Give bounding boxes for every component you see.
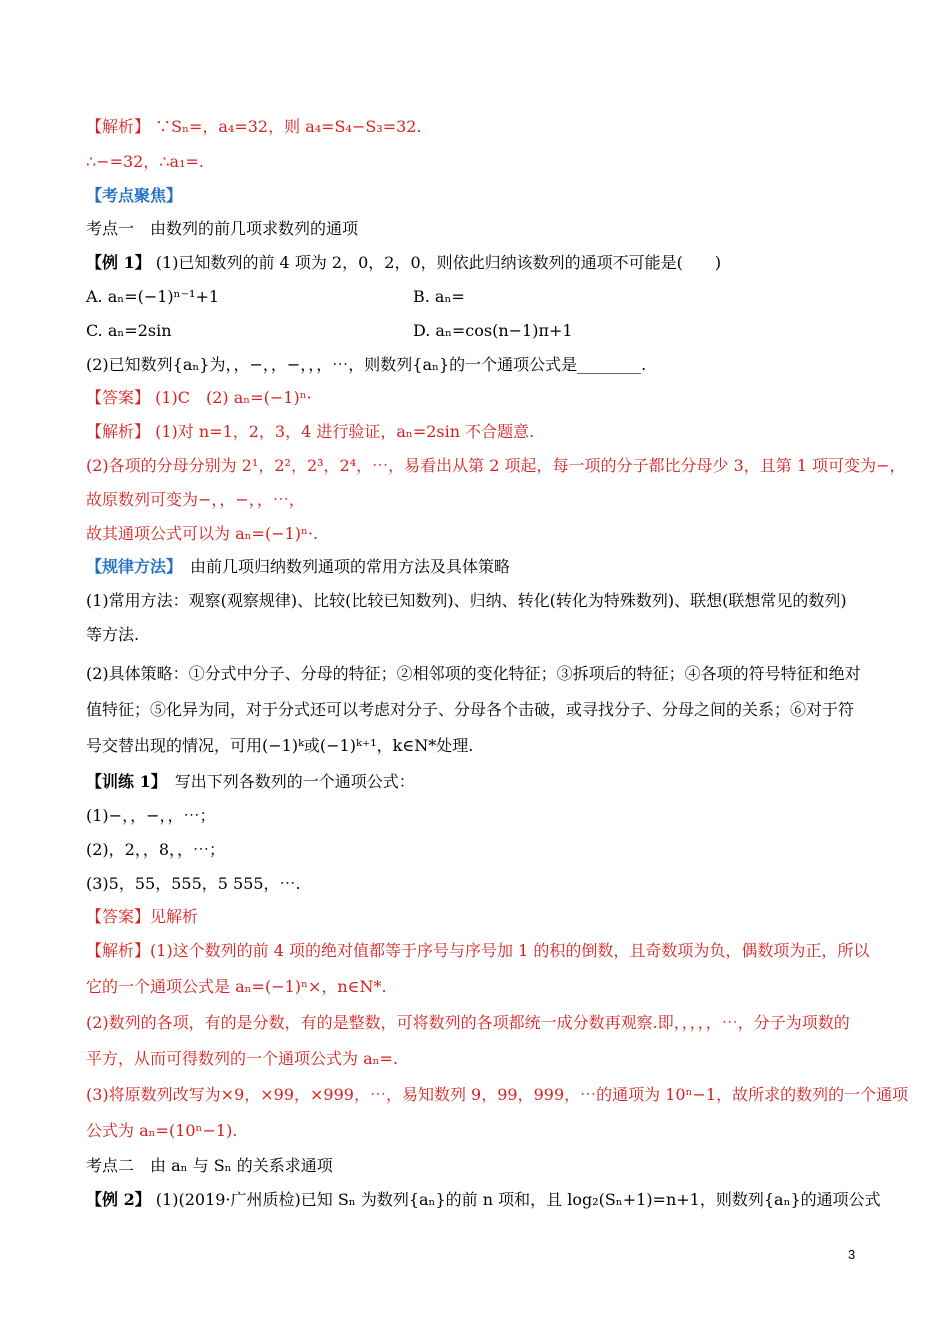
line-text: 故原数列可变为−，，−，，⋯， xyxy=(86,490,305,509)
line-text: 见解析 xyxy=(150,907,199,926)
line-text: (3)5，55，555，5 555，⋯. xyxy=(86,874,301,893)
text-line xyxy=(86,355,646,375)
text-line xyxy=(86,1085,908,1105)
text-line xyxy=(86,253,721,273)
text-line xyxy=(86,422,534,442)
line-text: 由前几项归纳数列通项的常用方法及具体策略 xyxy=(174,557,511,576)
text-line xyxy=(86,941,869,961)
text-line xyxy=(86,1049,398,1069)
line-text: 平方，从而可得数列的一个通项公式为 aₙ=. xyxy=(86,1049,399,1068)
text-line xyxy=(86,524,318,544)
text-line xyxy=(86,1121,237,1141)
text-line xyxy=(86,321,172,341)
line-text: C. aₙ=2sin xyxy=(86,321,172,340)
line-text: (2)数列的各项，有的是分数，有的是整数，可将数列的各项都统一成分数再观察.即，，，，，⋯，分子为项数的 xyxy=(86,1013,850,1032)
line-text: (2)具体策略：①分式中分子、分母的特征；②相邻项的变化特征；③拆项后的特征；④各项的符号特征和绝对 xyxy=(86,664,861,683)
line-text: (3)将原数列改写为×9，×99，×999，⋯，易知数列 9，99，999，⋯的通项为 10ⁿ−1，故所求的数列的一个通项 xyxy=(86,1085,909,1104)
text-line xyxy=(86,152,204,172)
text-line xyxy=(86,664,861,684)
text-line xyxy=(86,1013,850,1033)
text-line xyxy=(86,806,215,826)
line-text: (1)这个数列的前 4 项的绝对值都等于序号与序号加 1 的积的倒数，且奇数项为负，偶数项为正，所以 xyxy=(150,941,870,960)
line-text: 考点一 由数列的前几项求数列的通项 xyxy=(86,219,359,238)
text-line xyxy=(86,1190,881,1210)
text-line xyxy=(86,591,847,611)
option-text: D. aₙ=cos(n−1)π+1 xyxy=(413,321,573,340)
page-number: 3 xyxy=(848,1247,856,1262)
section-label: 【例 1】 xyxy=(86,253,151,272)
section-label: 【解析】 xyxy=(86,117,151,136)
section-label: 【训练 1】 xyxy=(86,772,159,791)
text-line xyxy=(86,1156,333,1176)
section-label: 【例 2】 xyxy=(86,1190,151,1209)
section-label: 【规律方法】 xyxy=(86,557,175,576)
line-text: A. aₙ=(−1)ⁿ⁻¹+1 xyxy=(86,287,220,306)
text-line xyxy=(86,874,301,894)
option-text: B. aₙ= xyxy=(413,287,465,306)
text-line xyxy=(86,840,225,860)
section-label: 【考点聚焦】 xyxy=(86,186,183,205)
text-line xyxy=(86,490,305,510)
line-text: (1)对 n=1，2，3，4 进行验证，aₙ=2sin 不合题意. xyxy=(150,422,535,441)
line-text: ∴−=32，∴a₁=. xyxy=(86,152,204,171)
text-line xyxy=(86,557,510,577)
line-text: (1)(2019·广州质检)已知 Sₙ 为数列{aₙ}的前 n 项和，且 log₂(Sₙ+1)=n+1，则数列{aₙ}的通项公式 xyxy=(150,1190,881,1209)
text-line xyxy=(86,287,219,307)
section-label: 【答案】 xyxy=(86,388,151,407)
line-text: (2)各项的分母分别为 2¹，2²，2³，2⁴，⋯，易看出从第 2 项起，每一项的分子都比分母少 3，且第 1 项可变为−， xyxy=(86,456,906,475)
text-line xyxy=(86,977,387,997)
line-text: (2)，2，，8，，⋯； xyxy=(86,840,226,859)
section-label: 【答案】 xyxy=(86,907,151,926)
text-line xyxy=(86,117,422,137)
text-line xyxy=(86,186,182,206)
line-text: 它的一个通项公式是 aₙ=(−1)ⁿ×，n∈N*. xyxy=(86,977,387,996)
section-label: 【解析】 xyxy=(86,941,151,960)
line-text: ∵Sₙ=，a₄=32，则 a₄=S₄−S₃=32. xyxy=(150,117,422,136)
line-text: 值特征；⑤化异为同，对于分式还可以考虑对分子、分母各个击破，或寻找分子、分母之间的关系；⑥对于符 xyxy=(86,700,855,719)
text-line xyxy=(86,388,312,408)
line-text: 等方法. xyxy=(86,625,140,644)
line-text: 故其通项公式可以为 aₙ=(−1)ⁿ·. xyxy=(86,524,319,543)
text-line xyxy=(86,736,473,756)
text-line xyxy=(86,772,415,792)
line-text: 写出下列各数列的一个通项公式： xyxy=(158,772,415,791)
text-line xyxy=(86,625,139,645)
line-text: 公式为 aₙ=(10ⁿ−1). xyxy=(86,1121,238,1140)
text-line xyxy=(86,700,854,720)
line-text: (2)已知数列{aₙ}为，，−，，−，，，⋯，则数列{aₙ}的一个通项公式是________. xyxy=(86,355,647,374)
line-text: 号交替出现的情况，可用(−1)ᵏ或(−1)ᵏ⁺¹，k∈N*处理. xyxy=(86,736,474,755)
line-text: (1)−，，−，，⋯； xyxy=(86,806,216,825)
line-text: 考点二 由 aₙ 与 Sₙ 的关系求通项 xyxy=(86,1156,333,1175)
line-text: (1)已知数列的前 4 项为 2，0，2，0，则依此归纳该数列的通项不可能是( ) xyxy=(150,253,722,272)
line-text: (1)常用方法：观察(观察规律)、比较(比较已知数列)、归纳、转化(转化为特殊数列)、联想(联想常见的数列) xyxy=(86,591,847,610)
text-line xyxy=(86,907,198,927)
text-line xyxy=(86,219,358,239)
line-text: (1)C (2) aₙ=(−1)ⁿ· xyxy=(150,388,312,407)
text-line xyxy=(86,456,906,476)
section-label: 【解析】 xyxy=(86,422,151,441)
